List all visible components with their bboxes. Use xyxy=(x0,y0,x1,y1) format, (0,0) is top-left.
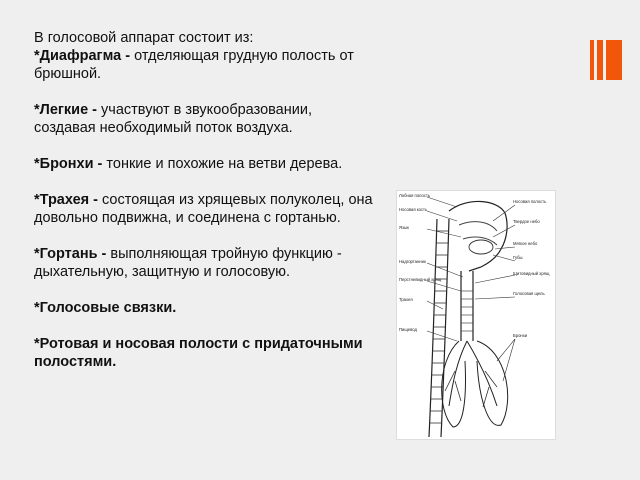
label-frontal: Лобная полость xyxy=(399,193,431,198)
label-epiglottis: Надгортанник xyxy=(399,259,426,264)
label-esophagus: Пищевод xyxy=(399,327,417,332)
accent-bar-thin xyxy=(590,40,594,80)
label-nasal-cavity: Носовая полость xyxy=(513,199,547,204)
item-lungs-term: *Легкие - xyxy=(34,102,102,118)
slide-body-text xyxy=(34,29,374,371)
item-lungs-desc: участвуют в звукообразовании, создавая необходимый поток воздуха. xyxy=(34,102,312,136)
label-nasal-bone: Носовая кость xyxy=(399,207,428,212)
item-larynx-desc: выполняющая тройную функцию - дыхательную, защитную и голосовую. xyxy=(34,246,342,280)
item-trachea xyxy=(34,191,374,227)
accent-bar-medium xyxy=(597,40,603,80)
label-cricoid: Перстневидный хрящ xyxy=(399,277,442,282)
item-oral-nasal-term: *Ротовая и носовая полости с придаточными полостями. xyxy=(34,336,363,370)
item-bronchi-term: *Бронхи - xyxy=(34,156,107,172)
label-soft-palate: Мягкое небо xyxy=(513,241,538,246)
item-vocal-cords-term: *Голосовые связки. xyxy=(34,300,177,316)
label-tongue: Язык xyxy=(399,225,409,230)
label-bronchi: Бронхи xyxy=(513,333,528,338)
item-larynx xyxy=(34,245,374,281)
item-diaphragm-term: *Диафрагма - xyxy=(34,48,135,64)
label-glottis: Голосовая щель xyxy=(513,291,545,296)
accent-bar-wide xyxy=(606,40,622,80)
item-larynx-term: *Гортань - xyxy=(34,246,111,262)
item-vocal-cords xyxy=(34,299,374,317)
anatomy-drawing xyxy=(397,191,555,439)
item-diaphragm-desc: отделяющая грудную полость от брюшной. xyxy=(34,48,354,82)
item-diaphragm xyxy=(34,47,374,83)
label-thyroid: Щитовидный хрящ xyxy=(513,271,550,276)
item-trachea-desc: состоящая из хрящевых полуколец, она довольно подвижна, и соединена с гортанью. xyxy=(34,192,373,226)
label-hard-palate: Твердое небо xyxy=(513,219,540,224)
intro-line: В голосовой аппарат состоит из: xyxy=(34,30,254,46)
item-lungs xyxy=(34,101,374,137)
item-oral-nasal xyxy=(34,335,374,371)
label-trachea: Трахея xyxy=(399,297,413,302)
item-trachea-term: *Трахея - xyxy=(34,192,102,208)
item-bronchi xyxy=(34,155,374,173)
label-lips: Губы xyxy=(513,255,523,260)
anatomy-diagram xyxy=(396,190,556,440)
item-bronchi-desc: тонкие и похожие на ветви дерева. xyxy=(106,156,343,172)
